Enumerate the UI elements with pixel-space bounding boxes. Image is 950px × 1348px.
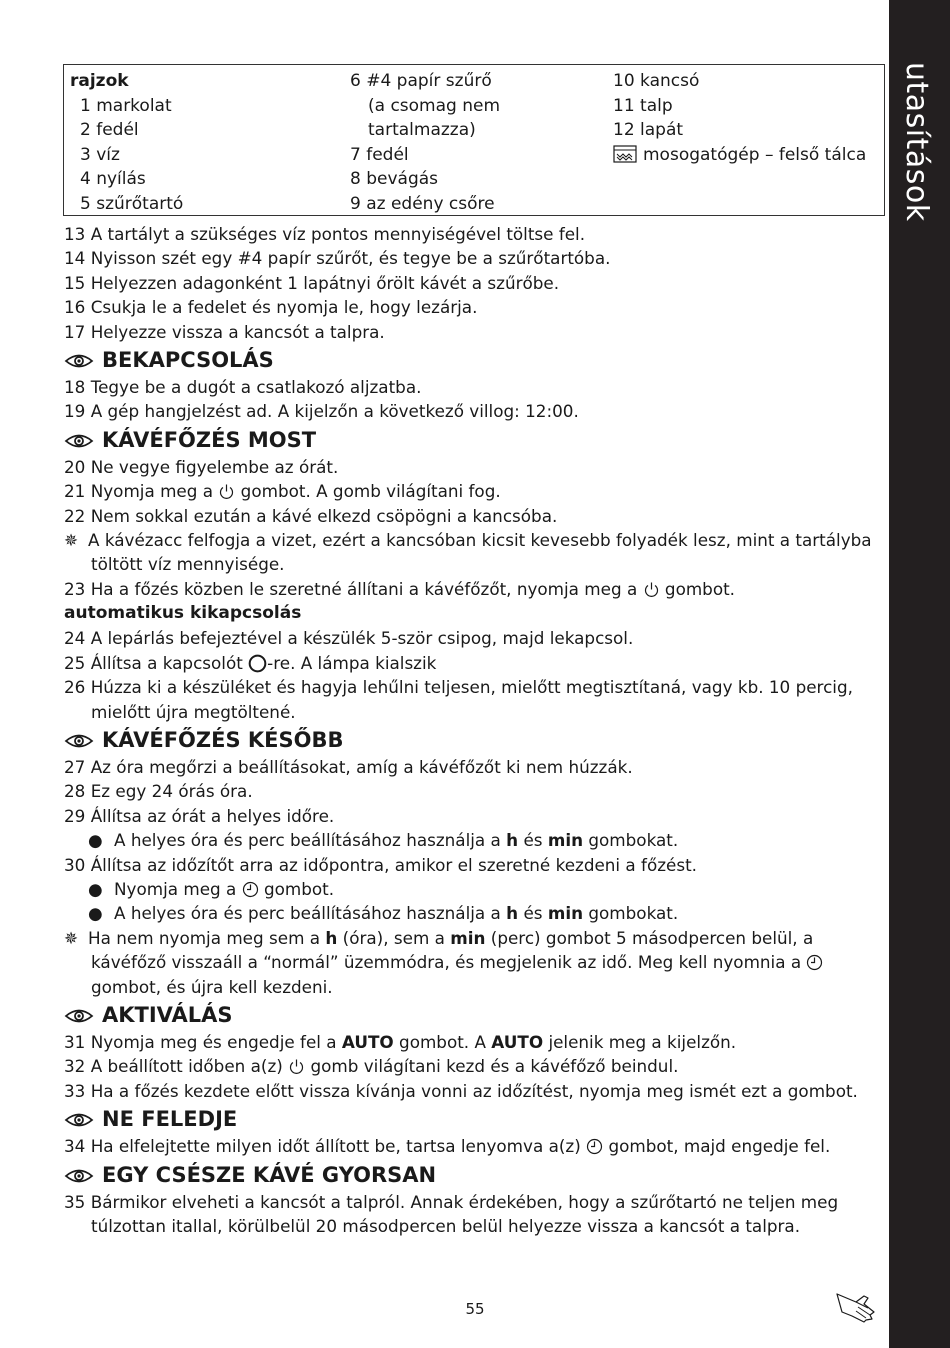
part-item: 2 fedél [80, 120, 139, 141]
step-text: gombot. A [393, 1031, 492, 1052]
bullet-text: A helyes óra és perc beállításához használja a [114, 903, 507, 924]
part-item: 1 markolat [80, 95, 172, 116]
step-text: 31 Nyomja meg és engedje fel a [64, 1031, 342, 1052]
bullet-text: gombot. [258, 878, 335, 899]
section-heading-ne-feledje [64, 1104, 884, 1134]
h-key: h [506, 830, 519, 851]
step: 27 Az óra megőrzi a beállításokat, amíg a kávéfőzőt ki nem húzzák. [64, 756, 633, 777]
bullet-text: gombokat. [583, 830, 679, 851]
sidebar-tab [889, 0, 950, 1348]
power-icon [643, 581, 660, 598]
part-item: 5 szűrőtartó [80, 193, 184, 214]
step: 30 Állítsa az időzítőt arra az időpontra, amikor el szeretné kezdeni a főzést. [64, 854, 698, 875]
power-icon [218, 483, 235, 500]
bullet-text: gombokat. [583, 903, 679, 924]
step [64, 1054, 884, 1078]
bullet-text: és [518, 830, 548, 851]
power-icon [288, 1058, 305, 1075]
part-item: (a csomag nem [368, 95, 501, 116]
min-key: min [547, 903, 584, 924]
bullet-item [64, 901, 884, 925]
bullet-icon: ● [88, 830, 103, 851]
step [64, 479, 884, 503]
section-heading-bekapcsolas [64, 345, 884, 375]
step: 14 Nyisson szét egy #4 papír szűrőt, és tegye be a szűrőtartóba. [64, 248, 611, 269]
heading-text: EGY CSÉSZE KÁVÉ GYORSAN [102, 1162, 437, 1187]
heading-text: NE FELEDJE [102, 1107, 238, 1132]
step-text: gombot. [659, 578, 736, 599]
step: 33 Ha a főzés kezdete előtt vissza kívánja vonni az időzítést, nyomja meg ismét ezt a gombot. [64, 1080, 858, 1101]
parts-column-1 [70, 69, 183, 217]
heading-text: KÁVÉFŐZÉS KÉSŐBB [102, 727, 344, 752]
tip [64, 528, 884, 552]
eye-icon [64, 1168, 94, 1184]
step: 35 Bármikor elveheti a kancsót a talpról. Annak érdekében, hogy a szűrőtartó ne teljen meg [64, 1191, 839, 1212]
step-text: -re. A lámpa kialszik [267, 652, 437, 673]
part-item: 9 az edény csőre [350, 193, 495, 214]
timer-clock-icon [242, 881, 259, 898]
bullet-item [64, 877, 884, 901]
section-heading-kavefozes-most [64, 425, 884, 455]
bullet-icon: ● [88, 903, 103, 924]
tip-text: kávéfőző visszaáll a “normál” üzemmódra, és megjelenik az idő. Meg kell nyomnia a [91, 952, 807, 973]
subheading-auto-off: automatikus kikapcsolás [64, 603, 302, 624]
step: 26 Húzza ki a készüléket és hagyja lehűlni teljesen, mielőtt megtisztítaná, vagy kb. 10 percig, [64, 677, 853, 698]
heading-text: KÁVÉFŐZÉS MOST [102, 427, 317, 452]
part-item: 11 talp [613, 95, 673, 116]
h-key: h [325, 927, 338, 948]
step-continued: túlzottan itallal, körülbelül 20 másodpercen belül helyezze vissza a kancsót a talpra. [91, 1216, 801, 1236]
step-text: gombot. A gomb világítani fog. [235, 481, 501, 502]
tip [64, 926, 884, 950]
tip-text: Ha nem nyomja meg sem a [88, 927, 326, 948]
eye-icon [64, 1112, 94, 1128]
tip-continued: gombot, és újra kell kezdeni. [91, 976, 333, 997]
section-heading-kavefozes-kesobb [64, 725, 884, 755]
step-text: 23 Ha a főzés közben le szeretné állítani a kávéfőzőt, nyomja meg a [64, 578, 643, 599]
sidebar-title: utasítások [899, 62, 934, 222]
part-item: 10 kancsó [613, 71, 700, 91]
step-text: jelenik meg a kijelzőn. [543, 1031, 737, 1052]
step [64, 1030, 884, 1054]
part-item: tartalmazza) [368, 120, 476, 141]
parts-list-box [63, 64, 885, 216]
dishwasher-label: mosogatógép – felső tálca [643, 144, 867, 165]
eye-icon [64, 733, 94, 749]
heading-text: BEKAPCSOLÁS [102, 348, 274, 373]
instructions [64, 222, 884, 1238]
part-item: 8 bevágás [350, 169, 439, 190]
eye-icon [64, 1008, 94, 1024]
bullet-item [64, 828, 884, 852]
auto-key: AUTO [341, 1031, 394, 1052]
step: 29 Állítsa az órát a helyes időre. [64, 805, 335, 826]
bullet-icon: ● [88, 878, 103, 899]
min-key: min [450, 927, 486, 948]
step-continued: mielőtt újra megtöltené. [91, 701, 296, 722]
bullet-text: és [518, 903, 548, 924]
timer-clock-icon [586, 1138, 603, 1155]
pointing-hand-icon [834, 1282, 884, 1324]
bullet-text: Nyomja meg a [114, 878, 242, 899]
step-text: 21 Nyomja meg a [64, 481, 219, 502]
step: 19 A gép hangjelzést ad. A kijelzőn a következő villog: 12:00. [64, 401, 579, 422]
part-item: 6 #4 papír szűrő [350, 71, 492, 91]
sun-star-icon: ✵ [64, 530, 79, 551]
bullet-text: A helyes óra és perc beállításához használja a [114, 830, 507, 851]
part-item: 3 víz [80, 144, 120, 165]
section-heading-egy-csesze [64, 1160, 884, 1190]
step [64, 1134, 884, 1158]
step-text: gombot, majd engedje fel. [603, 1136, 831, 1157]
step: 24 A lepárlás befejeztével a készülék 5-ször csipog, majd lekapcsol. [64, 628, 634, 649]
step-text: gomb világítani kezd és a kávéfőző beindul. [305, 1056, 679, 1077]
off-circle-icon [248, 654, 267, 673]
tip-text: (perc) gombot 5 másodpercen belül, a [485, 927, 814, 948]
part-item-dishwasher [613, 143, 866, 168]
tip-continued [64, 950, 884, 974]
step: 16 Csukja le a fedelet és nyomja le, hogy lezárja. [64, 297, 478, 318]
step-text: 25 Állítsa a kapcsolót [64, 652, 249, 673]
step: 22 Nem sokkal ezután a kávé elkezd csöpögni a kancsóba. [64, 505, 558, 526]
step [64, 577, 884, 601]
heading-text: AKTIVÁLÁS [102, 1002, 233, 1027]
step: 13 A tartályt a szükséges víz pontos mennyiségével töltse fel. [64, 224, 586, 244]
auto-key: AUTO [491, 1031, 544, 1052]
step: 15 Helyezzen adagonként 1 lapátnyi őrölt kávét a szűrőbe. [64, 272, 560, 293]
parts-column-2 [350, 69, 500, 217]
step [64, 651, 884, 675]
step-text: 34 Ha elfelejtette milyen időt állított be, tartsa lenyomva a(z) [64, 1136, 587, 1157]
min-key: min [547, 830, 584, 851]
parts-title: rajzok [70, 71, 129, 91]
tip-text: (óra), sem a [337, 927, 451, 948]
h-key: h [506, 903, 519, 924]
tip-text: A kávézacc felfogja a vizet, ezért a kancsóban kicsit kevesebb folyadék lesz, mint a tartályba [88, 530, 872, 551]
step-text: 32 A beállított időben a(z) [64, 1056, 289, 1077]
step: 18 Tegye be a dugót a csatlakozó aljzatba. [64, 377, 422, 398]
eye-icon [64, 433, 94, 449]
dishwasher-icon [613, 145, 637, 163]
part-item: 7 fedél [350, 144, 409, 165]
tip-continued: töltött víz mennyisége. [91, 554, 285, 575]
part-item: 4 nyílás [80, 169, 146, 190]
section-heading-aktivalas [64, 1000, 884, 1030]
eye-icon [64, 353, 94, 369]
step: 28 Ez egy 24 órás óra. [64, 781, 253, 802]
part-item: 12 lapát [613, 120, 684, 141]
sun-star-icon: ✵ [64, 927, 79, 948]
step: 20 Ne vegye figyelembe az órát. [64, 456, 339, 477]
page-number: 55 [465, 1300, 485, 1318]
parts-column-3 [613, 69, 866, 167]
timer-clock-icon [806, 954, 823, 971]
step: 17 Helyezze vissza a kancsót a talpra. [64, 321, 385, 342]
